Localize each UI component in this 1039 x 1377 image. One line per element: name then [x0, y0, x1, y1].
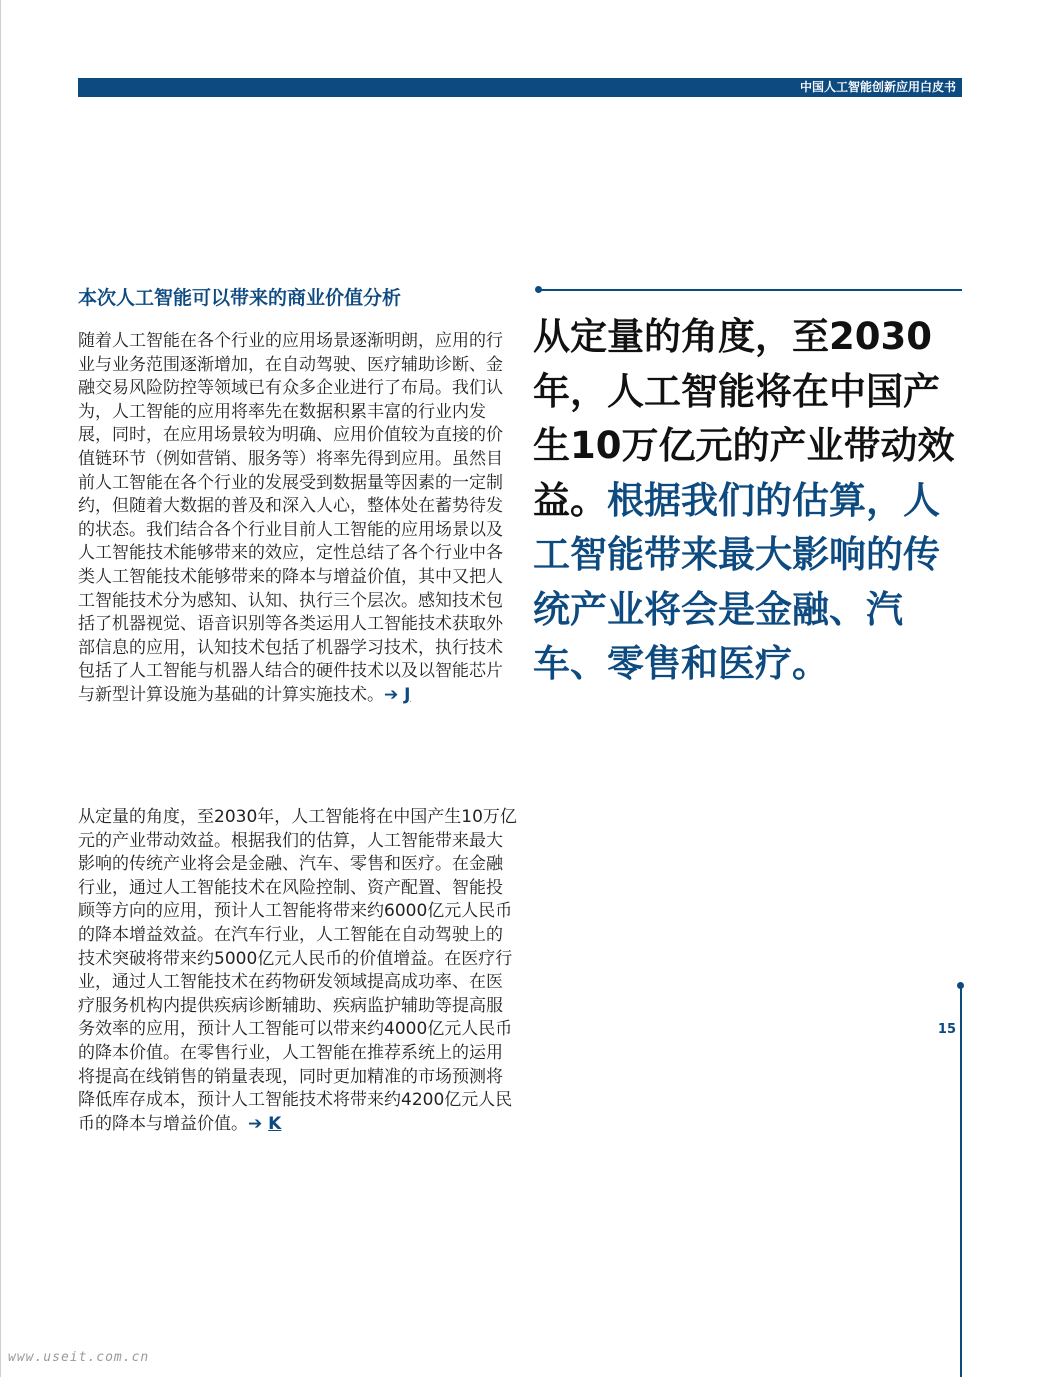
- pull-quote-black-text: 从定量的角度，至2030年，人工智能将在中国产生10万亿元的产业带动效益。: [533, 315, 955, 522]
- pull-quote: [533, 310, 955, 692]
- body-paragraph-2: [78, 806, 518, 1136]
- reference-link-j[interactable]: [384, 685, 411, 705]
- page-edge-line: [0, 0, 1, 1377]
- reference-letter-k: K: [268, 1113, 282, 1134]
- header-title: 中国人工智能创新应用白皮书: [799, 80, 956, 94]
- header-bar: [78, 78, 962, 97]
- pull-quote-dot: [535, 286, 542, 293]
- pull-quote-rule: [540, 289, 962, 291]
- pull-quote-blue-text: 根据我们的估算，人工智能带来最大影响的传统产业将会是金融、汽车、零售和医疗。: [533, 478, 940, 685]
- paragraph-2-text: 从定量的角度，至2030年，人工智能将在中国产生10万亿元的产业带动效益。根据我们的估算，人工智能带来最大影响的传统产业将会是金融、汽车、零售和医疗。在金融行业，通过人工智能技术在风险控制、资产配置、智能投顾等方向的应用，预计人工智能将带来约6000亿元人民币的降本增益效益。在汽车行业，人工智能在自动驾驶上的技术突破将带来约5000亿元人民币的价值增益。在医疗行业，通过人工智能技术在药物研发领域提高成功率、在医疗服务机构内提供疾病诊断辅助、疾病监护辅助等提高服务效率的应用，预计人工智能可以带来约4000亿元人民币的降本价值。在零售行业，人工智能在推荐系统上的运用将提高在线销售的销量表现，同时更加精准的市场预测将降低库存成本，预计人工智能技术将带来约4200亿元人民币的降本与增益价值。: [78, 807, 517, 1134]
- paragraph-1-text: 随着人工智能在各个行业的应用场景逐渐明朗，应用的行业与业务范围逐渐增加，在自动驾驶、医疗辅助诊断、金融交易风险防控等领域已有众多企业进行了布局。我们认为，人工智能的应用将率先在数据积累丰富的行业内发展，同时，在应用场景较为明确、应用价值较为直接的价值链环节（例如营销、服务等）将率先得到应用。虽然目前人工智能在各个行业的发展受到数据量等因素的一定制约，但随着大数据的普及和深入人心，整体处在蓄势待发的状态。我们结合各个行业目前人工智能的应用场景以及人工智能技术能够带来的效应，定性总结了各个行业中各类人工智能技术能够带来的降本与增益价值，其中又把人工智能技术分为感知、认知、执行三个层次。感知技术包括了机器视觉、语音识别等各类运用人工智能技术获取外部信息的应用，认知技术包括了机器学习技术，执行技术包括了人工智能与机器人结合的硬件技术以及以智能芯片与新型计算设施为基础的计算实施技术。: [78, 331, 503, 705]
- reference-letter-j: J: [404, 684, 411, 705]
- page-margin-dot: [957, 982, 964, 989]
- page-number: 15: [937, 1022, 956, 1037]
- watermark: www.useit.com.cn: [8, 1350, 150, 1365]
- page-margin-rule: [960, 986, 962, 1377]
- reference-link-k[interactable]: [248, 1114, 281, 1134]
- arrow-right-icon: ➔: [384, 684, 399, 705]
- arrow-right-icon: ➔: [248, 1113, 263, 1134]
- body-paragraph-1: [78, 330, 518, 708]
- section-title: 本次人工智能可以带来的商业价值分析: [78, 287, 402, 309]
